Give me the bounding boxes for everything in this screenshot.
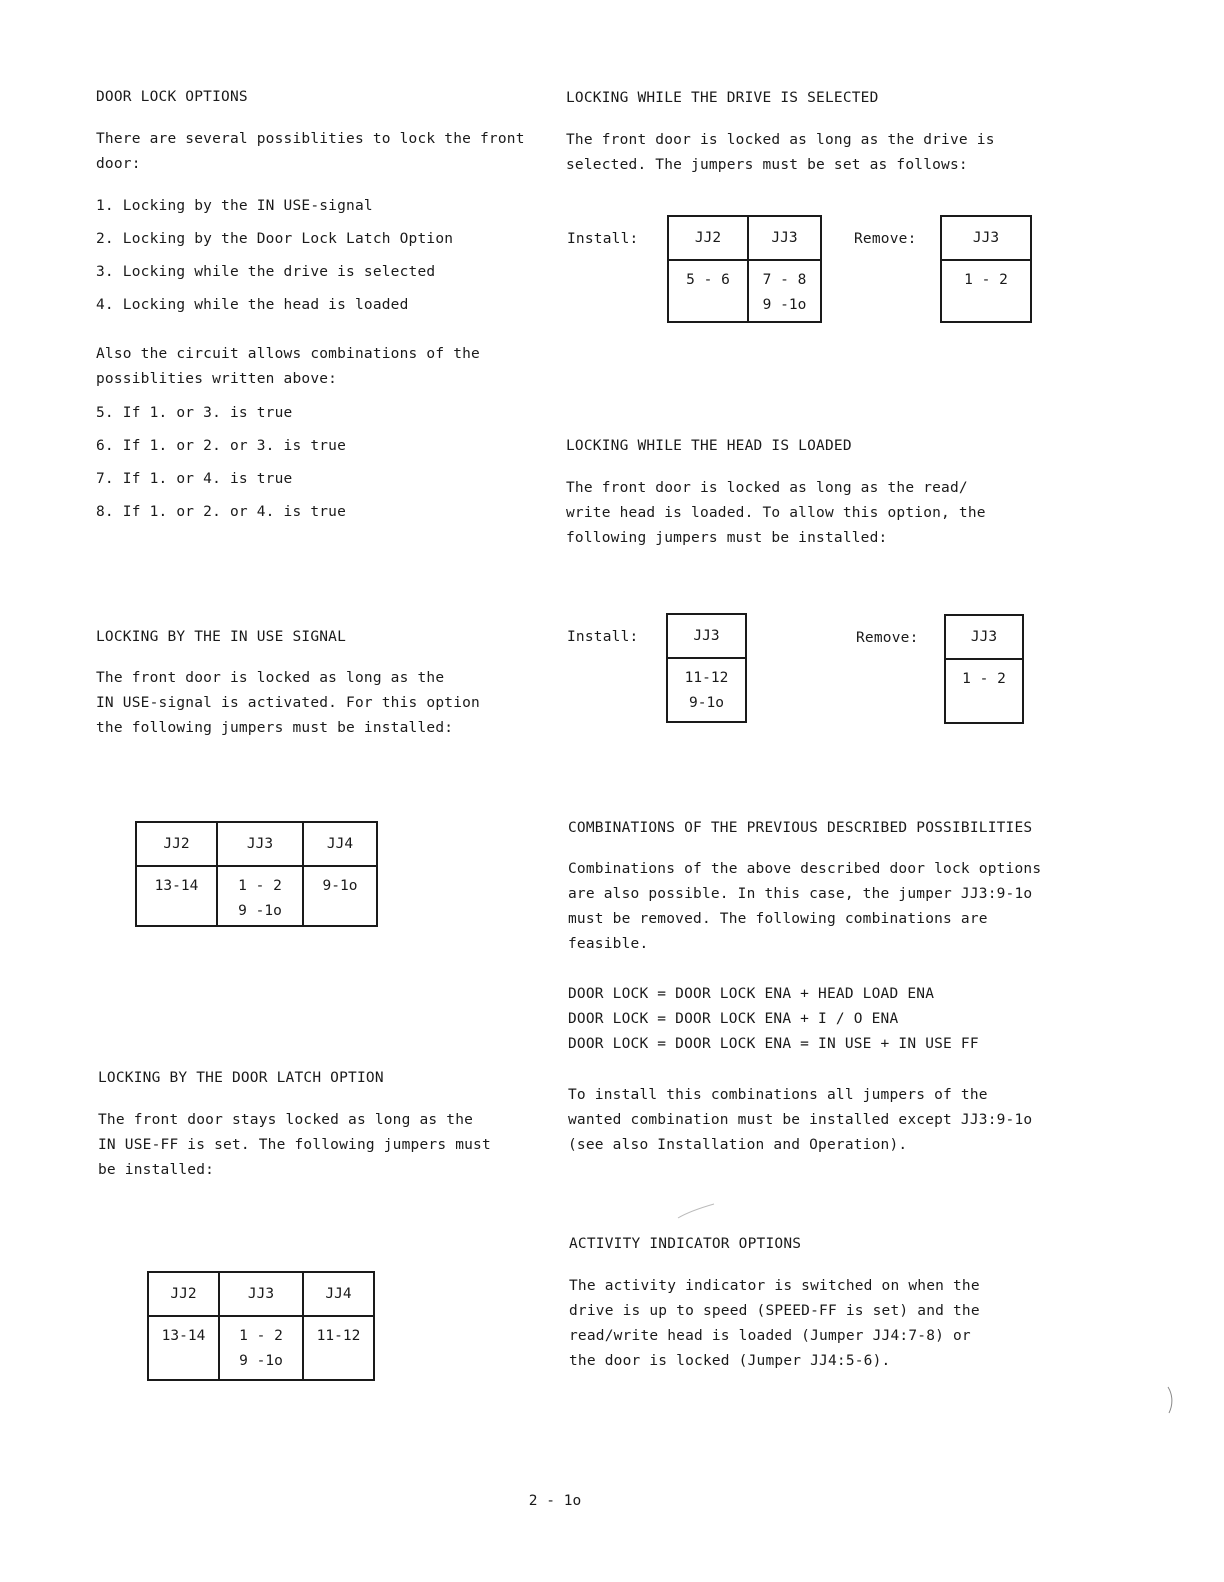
table-cell [303,866,377,926]
jumper-value: 9 -1o [239,1353,283,1369]
jumper-value: 13-14 [161,1328,206,1344]
page-number: 2 - 1o [528,1493,582,1509]
scan-mark [1166,1385,1176,1415]
equation-line: DOOR LOCK = DOOR LOCK ENA = IN USE + IN USE FF [568,1036,979,1052]
jumper-value: 5 - 6 [686,272,730,288]
table-cell [217,866,303,926]
jumper-value: 9 -1o [238,903,282,919]
drive-selected-body-line: selected. The jumpers must be set as follows: [566,157,968,173]
table-header-cell: JJ3 [945,615,1023,659]
install-note-line: wanted combination must be installed except JJ3:9-1o [568,1112,1033,1128]
door-latch-body-line: The front door stays locked as long as the [98,1112,474,1128]
door-latch-jumper-table [147,1271,375,1381]
scan-mark [676,1200,716,1220]
option-item: 4. Locking while the head is loaded [96,297,409,313]
activity-body-line: drive is up to speed (SPEED-FF is set) and the [569,1303,980,1319]
door-lock-options-heading: DOOR LOCK OPTIONS [96,89,248,105]
jumper-value: 13-14 [154,878,199,894]
in-use-signal-heading: LOCKING BY THE IN USE SIGNAL [96,629,347,645]
drive-selected-heading: LOCKING WHILE THE DRIVE IS SELECTED [566,90,879,106]
remove-label: Remove: [856,630,919,646]
intro-line-2: door: [96,156,141,172]
jumper-value: 1 - 2 [238,878,282,894]
door-latch-body-line: be installed: [98,1162,215,1178]
option-item: 3. Locking while the drive is selected [96,264,436,280]
table-header-cell: JJ3 [217,822,303,866]
install-label: Install: [567,231,639,247]
combo-item: 7. If 1. or 4. is true [96,471,293,487]
head-loaded-body-line: following jumpers must be installed: [566,530,888,546]
table-cell [945,659,1023,723]
activity-body-line: The activity indicator is switched on when the [569,1278,980,1294]
table-cell [136,866,217,926]
in-use-body-line: IN USE-signal is activated. For this option [96,695,480,711]
intro-line-1: There are several possiblities to lock the front [96,131,525,147]
table-header-cell: JJ4 [303,822,377,866]
jumper-value: 11-12 [316,1328,361,1344]
activity-indicator-heading: ACTIVITY INDICATOR OPTIONS [569,1236,802,1252]
combo-intro-line-2: possiblities written above: [96,371,338,387]
in-use-body-line: the following jumpers must be installed: [96,720,454,736]
install-note-line: To install this combinations all jumpers of the [568,1087,988,1103]
door-latch-heading: LOCKING BY THE DOOR LATCH OPTION [98,1070,384,1086]
table-header-cell: JJ3 [667,614,746,658]
table-header-cell: JJ3 [219,1272,303,1316]
table-header-cell: JJ2 [136,822,217,866]
head-loaded-install-table [666,613,747,723]
jumper-value: 1 - 2 [964,272,1008,288]
activity-body-line: read/write head is loaded (Jumper JJ4:7-8) or [569,1328,971,1344]
jumper-value: 9-1o [689,695,724,711]
in-use-jumper-table [135,821,378,927]
head-loaded-heading: LOCKING WHILE THE HEAD IS LOADED [566,438,852,454]
door-latch-body-line: IN USE-FF is set. The following jumpers must [98,1137,491,1153]
head-loaded-body-line: write head is loaded. To allow this option, the [566,505,986,521]
jumper-value: 1 - 2 [962,671,1006,687]
combo-item: 5. If 1. or 3. is true [96,405,293,421]
combinations-body-line: must be removed. The following combinations are [568,911,988,927]
table-header-cell: JJ3 [941,216,1031,260]
drive-selected-remove-table [940,215,1032,323]
jumper-value: 9 -1o [762,297,807,313]
jumper-value: 11-12 [684,670,729,686]
head-loaded-remove-table [944,614,1024,724]
head-loaded-body-line: The front door is locked as long as the read/ [566,480,968,496]
combo-item: 8. If 1. or 2. or 4. is true [96,504,347,520]
combinations-body-line: Combinations of the above described door lock options [568,861,1042,877]
equation-line: DOOR LOCK = DOOR LOCK ENA + HEAD LOAD ENA [568,986,935,1002]
drive-selected-install-table [667,215,822,323]
combo-intro-line-1: Also the circuit allows combinations of the [96,346,480,362]
combinations-body-line: are also possible. In this case, the jumper JJ3:9-1o [568,886,1033,902]
jumper-value: 9-1o [322,878,358,894]
activity-body-line: the door is locked (Jumper JJ4:5-6). [569,1353,891,1369]
table-cell [668,260,748,322]
drive-selected-body-line: The front door is locked as long as the drive is [566,132,995,148]
table-cell [748,260,821,322]
combo-item: 6. If 1. or 2. or 3. is true [96,438,347,454]
remove-label: Remove: [854,231,917,247]
equation-line: DOOR LOCK = DOOR LOCK ENA + I / O ENA [568,1011,899,1027]
table-cell [303,1316,374,1380]
jumper-value: 7 - 8 [762,272,807,288]
table-header-cell: JJ2 [668,216,748,260]
option-item: 1. Locking by the IN USE-signal [96,198,373,214]
table-cell [941,260,1031,322]
jumper-value: 1 - 2 [239,1328,283,1344]
combinations-body-line: feasible. [568,936,649,952]
table-cell [219,1316,303,1380]
install-label: Install: [567,629,639,645]
table-cell [667,658,746,722]
in-use-body-line: The front door is locked as long as the [96,670,445,686]
combinations-heading: COMBINATIONS OF THE PREVIOUS DESCRIBED POSSIBILITIES [568,820,1033,836]
table-header-cell: JJ3 [748,216,821,260]
install-note-line: (see also Installation and Operation). [568,1137,908,1153]
option-item: 2. Locking by the Door Lock Latch Option [96,231,454,247]
table-header-cell: JJ4 [303,1272,374,1316]
table-cell [148,1316,219,1380]
table-header-cell: JJ2 [148,1272,219,1316]
